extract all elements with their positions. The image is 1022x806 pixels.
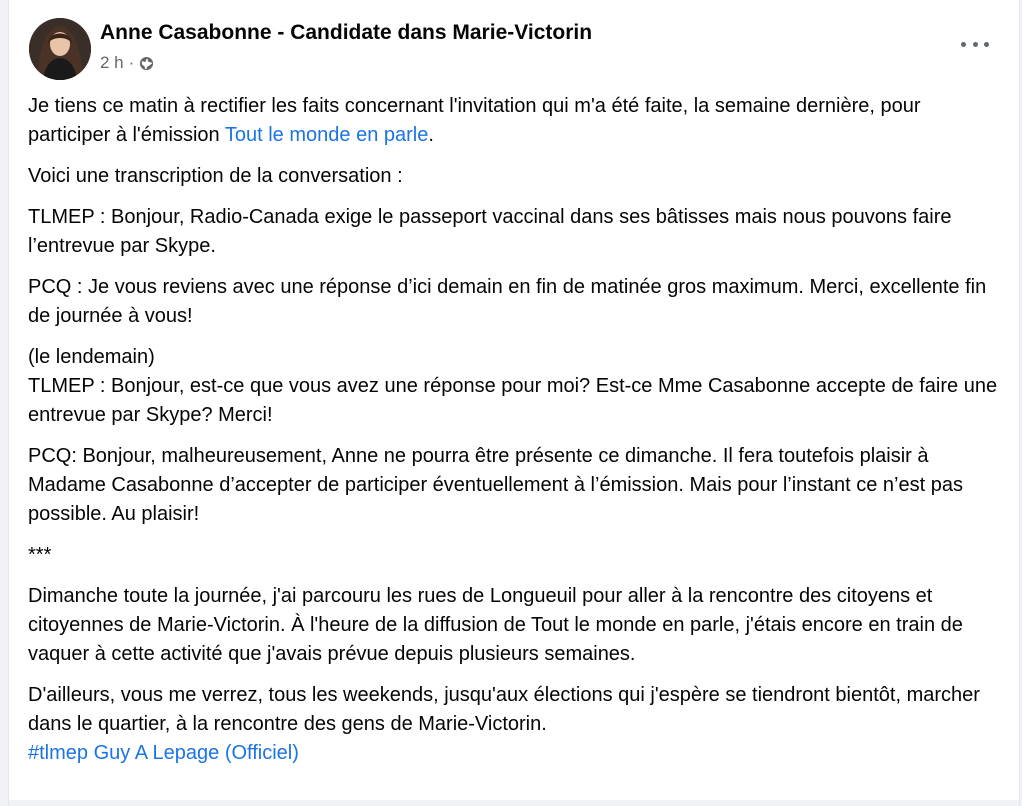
meta-separator: ·: [128, 53, 135, 72]
paragraph-intro: Je tiens ce matin à rectifier les faits concernant l'invitation qui m'a été faite, la semaine dernière, pour participer à l'émission Tout le monde en parle.: [28, 95, 921, 146]
paragraph-pcq-1: PCQ : Je vous reviens avec une réponse d’ici demain en fin de matinée gros maximum. Merci, excellente fin de journée à vous!: [28, 276, 987, 327]
post-text: [28, 92, 1003, 780]
show-link-tout-le-monde-en-parle[interactable]: Tout le monde en parle: [224, 124, 429, 146]
card-divider: [9, 800, 1019, 806]
post-meta: [100, 53, 154, 73]
paragraph-transcription-intro: Voici une transcription de la conversation :: [28, 165, 403, 187]
paragraph-separator: ***: [28, 544, 52, 566]
author-name[interactable]: Anne Casabonne - Candidate dans Marie-Victorin: [100, 21, 593, 44]
author-avatar[interactable]: [29, 18, 91, 80]
post-card: [8, 0, 1020, 806]
more-options-icon[interactable]: [961, 34, 989, 54]
mention-guy-a-lepage[interactable]: Guy A Lepage (Officiel): [93, 742, 299, 764]
paragraph-sunday: Dimanche toute la journée, j'ai parcouru les rues de Longueuil pour aller à la rencontre des citoyens et citoyennes de Marie-Victorin. À l'heure de la diffusion de Tout le monde en parle, j'étais encore en train de vaquer à cette activité que j'avais prévue depuis plusieurs semaines.: [28, 585, 963, 665]
paragraph-weekends: D'ailleurs, vous me verrez, tous les weekends, jusqu'aux élections qui j'espère se tiendront bientôt, marcher dans le quartier, à la rencontre des gens de Marie-Victorin. #tlmep Guy A Lepage (Officiel): [28, 684, 980, 764]
hashtag-tlmep[interactable]: #tlmep: [28, 742, 89, 764]
paragraph-next-day: (le lendemain) TLMEP : Bonjour, est-ce que vous avez une réponse pour moi? Est-ce Mme Casabonne accepte de faire une entrevue par Skype? Merci!: [28, 346, 998, 426]
globe-icon[interactable]: [139, 56, 154, 71]
post-time[interactable]: 2 h: [100, 53, 124, 72]
paragraph-tlmep-1: TLMEP : Bonjour, Radio-Canada exige le passeport vaccinal dans ses bâtisses mais nous pouvons faire l’entrevue par Skype.: [28, 206, 952, 257]
paragraph-pcq-2: PCQ: Bonjour, malheureusement, Anne ne pourra être présente ce dimanche. Il fera toutefois plaisir à Madame Casabonne d’accepter de participer éventuellement à l’émission. Mais pour l’instant ce n’est pas possible. Au plaisir!: [28, 445, 963, 525]
